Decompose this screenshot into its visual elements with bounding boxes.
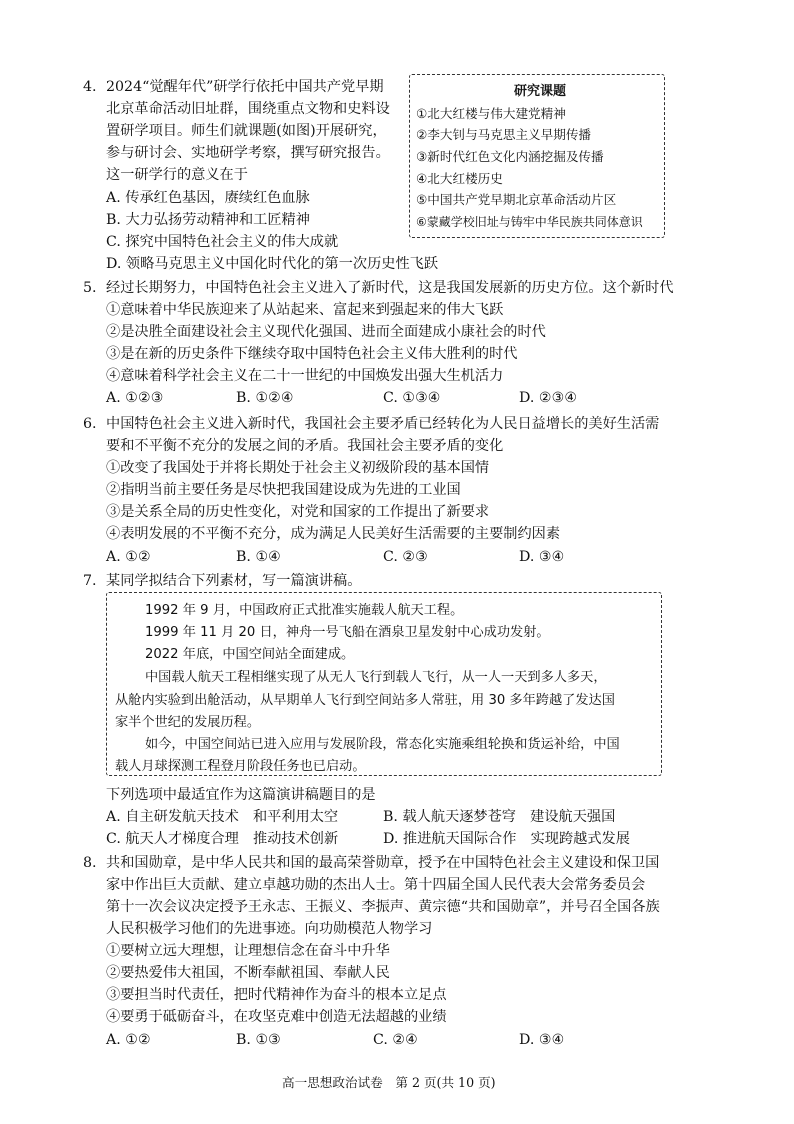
option-d: D. ③④ bbox=[519, 549, 565, 565]
option-b: B. 载人航天逐梦苍穹 建设航天强国 bbox=[383, 809, 616, 825]
statement: ①改变了我国处于并将长期处于社会主义初级阶段的基本国情 bbox=[106, 460, 490, 476]
statement: ④意味着科学社会主义在二十一世纪的中国焕发出强大生机活力 bbox=[106, 368, 504, 384]
option-a: A. 自主研发航天技术 和平利用太空 bbox=[106, 809, 339, 825]
material-line: 2022 年底，中国空间站全面建成。 bbox=[145, 647, 355, 662]
question-stem-line: 经过长期努力，中国特色社会主义进入了新时代，这是我国发展新的历史方位。这个新时代 bbox=[106, 280, 674, 296]
option-b: B. ①③ bbox=[236, 1032, 281, 1048]
question-stem-line: 这一研学行的意义在于 bbox=[106, 167, 248, 183]
option-a: A. 传承红色基因，赓续红色血脉 bbox=[106, 190, 310, 206]
question-stem-line: 参与研讨会、实地研学考察，撰写研究报告。 bbox=[106, 145, 390, 161]
question-stem-line: 人民积极学习他们的先进事迹。向功勋模范人物学习 bbox=[106, 921, 433, 937]
topic-item: ④北大红楼历史 bbox=[416, 171, 503, 186]
option-c: C. ①③④ bbox=[383, 390, 441, 406]
option-b: B. ①④ bbox=[236, 549, 281, 565]
material-line: 1999 年 11 月 20 日，神舟一号飞船在酒泉卫星发射中心成功发射。 bbox=[145, 625, 550, 640]
question-stem-line: 要和不平衡不充分的发展之间的矛盾。我国社会主要矛盾的变化 bbox=[106, 438, 504, 454]
option-b: B. ①②④ bbox=[236, 390, 294, 406]
statement: ④表明发展的不平衡不充分，成为满足人民美好生活需要的主要制约因素 bbox=[106, 526, 561, 542]
question-number: 4. bbox=[83, 79, 97, 95]
page-footer: 高一思想政治试卷 第 2 页(共 10 页) bbox=[282, 1075, 496, 1090]
material-line: 家半个世纪的发展历程。 bbox=[115, 715, 261, 730]
question-stem-line: 第十一次会议决定授予王永志、王振义、李振声、黄宗德“共和国勋章”，并号召全国各族 bbox=[106, 899, 660, 915]
option-c: C. 探究中国特色社会主义的伟大成就 bbox=[106, 234, 339, 250]
topic-item: ⑥蒙藏学校旧址与铸牢中华民族共同体意识 bbox=[416, 215, 643, 229]
question-number: 8. bbox=[83, 855, 97, 871]
option-a: A. ①②③ bbox=[106, 390, 164, 406]
question-stem-line: 2024“觉醒年代”研学行依托中国共产党早期 bbox=[106, 79, 384, 95]
option-c: C. ②③ bbox=[383, 549, 428, 565]
statement: ②是决胜全面建设社会主义现代化强国、进而全面建成小康社会的时代 bbox=[106, 324, 546, 340]
question-stem-line: 中国特色社会主义进入新时代，我国社会主要矛盾已经转化为人民日益增长的美好生活需 bbox=[106, 416, 660, 432]
question-stem-line: 共和国勋章，是中华人民共和国的最高荣誉勋章，授予在中国特色社会主义建设和保卫国 bbox=[106, 855, 660, 871]
question-stem-line: 置研学项目。师生们就课题(如图)开展研究， bbox=[106, 123, 387, 139]
option-c: C. 航天人才梯度合理 推动技术创新 bbox=[106, 831, 339, 847]
research-topics-box bbox=[409, 74, 665, 238]
question-number: 5. bbox=[83, 280, 97, 296]
question-stem-line: 北京革命活动旧址群，围绕重点文物和史料设 bbox=[106, 101, 390, 117]
topic-item: ①北大红楼与伟大建党精神 bbox=[416, 106, 566, 121]
statement: ②要热爱伟大祖国，不断奉献祖国、奉献人民 bbox=[106, 965, 390, 981]
material-line: 中国载人航天工程相继实现了从无人飞行到载人飞行，从一人一天到多人多天， bbox=[145, 670, 607, 685]
option-b: B. 大力弘扬劳动精神和工匠精神 bbox=[106, 212, 310, 228]
statement: ③是在新的历史条件下继续夺取中国特色社会主义伟大胜利的时代 bbox=[106, 346, 518, 362]
material-line: 从舱内实验到出舱活动，从早期单人飞行到空间站多人常驻，用 30 多年跨越了发达国 bbox=[115, 693, 615, 708]
question-number: 7. bbox=[83, 573, 97, 589]
option-a: A. ①② bbox=[106, 1032, 151, 1048]
option-a: A. ①② bbox=[106, 549, 151, 565]
material-box bbox=[106, 592, 662, 776]
question-stem-line: 家中作出巨大贡献、建立卓越功勋的杰出人士。第十四届全国人民代表大会常务委员会 bbox=[106, 877, 646, 893]
option-d: D. ②③④ bbox=[519, 390, 578, 406]
statement: ③是关系全局的历史性变化，对党和国家的工作提出了新要求 bbox=[106, 504, 490, 520]
option-d: D. ③④ bbox=[519, 1032, 565, 1048]
topic-item: ②李大钊与马克思主义早期传播 bbox=[416, 127, 592, 142]
option-d: D. 领略马克思主义中国化时代化的第一次历史性飞跃 bbox=[106, 256, 439, 272]
statement: ④要勇于砥砺奋斗，在攻坚克难中创造无法超越的业绩 bbox=[106, 1009, 447, 1025]
statement: ③要担当时代责任，把时代精神作为奋斗的根本立足点 bbox=[106, 987, 447, 1003]
statement: ②指明当前主要任务是尽快把我国建设成为先进的工业国 bbox=[106, 482, 461, 498]
statement: ①要树立远大理想，让理想信念在奋斗中升华 bbox=[106, 943, 390, 959]
question-prompt: 下列选项中最适宜作为这篇演讲稿题目的是 bbox=[106, 787, 376, 803]
material-line: 如今，中国空间站已进入应用与发展阶段，常态化实施乘组轮换和货运补给，中国 bbox=[145, 737, 620, 752]
question-number: 6. bbox=[83, 416, 97, 432]
statement: ①意味着中华民族迎来了从站起来、富起来到强起来的伟大飞跃 bbox=[106, 302, 504, 318]
material-line: 载人月球探测工程登月阶段任务也已启动。 bbox=[115, 759, 366, 774]
topic-item: ⑤中国共产党早期北京革命活动片区 bbox=[416, 192, 617, 207]
option-c: C. ②④ bbox=[373, 1032, 418, 1048]
box-title: 研究课题 bbox=[514, 84, 567, 99]
material-line: 1992 年 9 月，中国政府正式批准实施载人航天工程。 bbox=[145, 603, 464, 618]
question-stem-line: 某同学拟结合下列素材，写一篇演讲稿。 bbox=[106, 573, 362, 589]
option-d: D. 推进航天国际合作 实现跨越式发展 bbox=[383, 831, 630, 847]
topic-item: ③新时代红色文化内涵挖掘及传播 bbox=[416, 149, 604, 164]
